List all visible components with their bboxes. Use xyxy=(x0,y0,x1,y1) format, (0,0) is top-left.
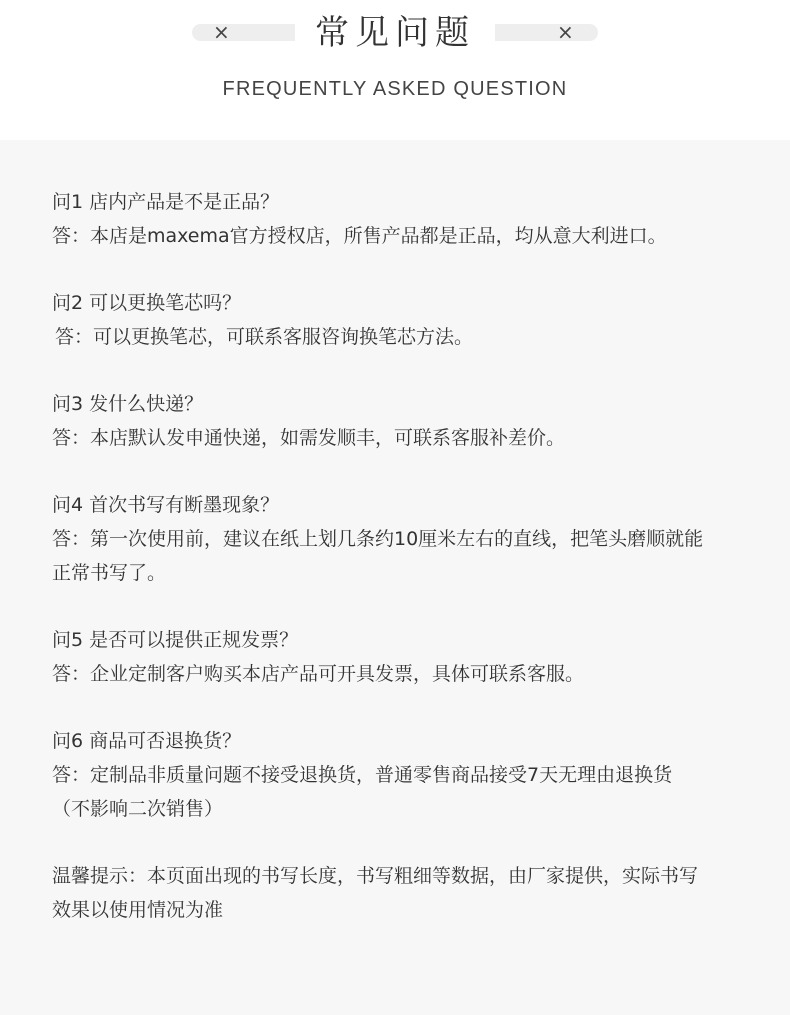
faq-answer: 答：定制品非质量问题不接受退换货，普通零售商品接受7天无理由退换货 xyxy=(52,764,673,786)
faq-question: 问5 是否可以提供正规发票？ xyxy=(52,629,299,651)
page-subtitle: FREQUENTLY ASKED QUESTION xyxy=(222,78,568,100)
warm-tip xyxy=(52,859,750,927)
tip-text: 温馨提示：本页面出现的书写长度，书写粗细等数据，由厂家提供，实际书写 xyxy=(52,865,699,887)
faq-item-6 xyxy=(52,724,750,826)
faq-item-3 xyxy=(52,387,750,455)
close-icon-right: × xyxy=(557,20,574,44)
faq-question: 问4 首次书写有断墨现象？ xyxy=(52,494,280,516)
faq-item-2 xyxy=(52,286,750,354)
faq-item-5 xyxy=(52,623,750,691)
faq-answer: 答：第一次使用前，建议在纸上划几条约10厘米左右的直线，把笔头磨顺就能 xyxy=(52,528,704,550)
faq-list xyxy=(0,140,790,1015)
faq-answer: 答：本店默认发申通快递，如需发顺丰，可联系客服补差价。 xyxy=(52,427,566,449)
faq-answer: 答：可以更换笔芯，可联系客服咨询换笔芯方法。 xyxy=(55,326,474,348)
tip-text-continued: 效果以使用情况为准 xyxy=(52,899,224,921)
faq-question: 问3 发什么快递？ xyxy=(52,393,204,415)
faq-question: 问6 商品可否退换货？ xyxy=(52,730,242,752)
faq-question: 问1 店内产品是不是正品？ xyxy=(52,191,280,213)
faq-header xyxy=(0,0,790,140)
faq-question: 问2 可以更换笔芯吗？ xyxy=(52,292,242,314)
faq-answer-continued: 正常书写了。 xyxy=(52,562,167,584)
faq-answer: 答：企业定制客户购买本店产品可开具发票，具体可联系客服。 xyxy=(52,663,585,685)
close-icon-left: × xyxy=(213,20,230,44)
page-title: 常见问题 xyxy=(295,10,495,56)
faq-item-1 xyxy=(52,185,750,253)
faq-item-4 xyxy=(52,488,750,590)
faq-answer-continued: （不影响二次销售） xyxy=(52,798,224,820)
faq-answer: 答：本店是maxema官方授权店，所售产品都是正品，均从意大利进口。 xyxy=(52,225,667,247)
